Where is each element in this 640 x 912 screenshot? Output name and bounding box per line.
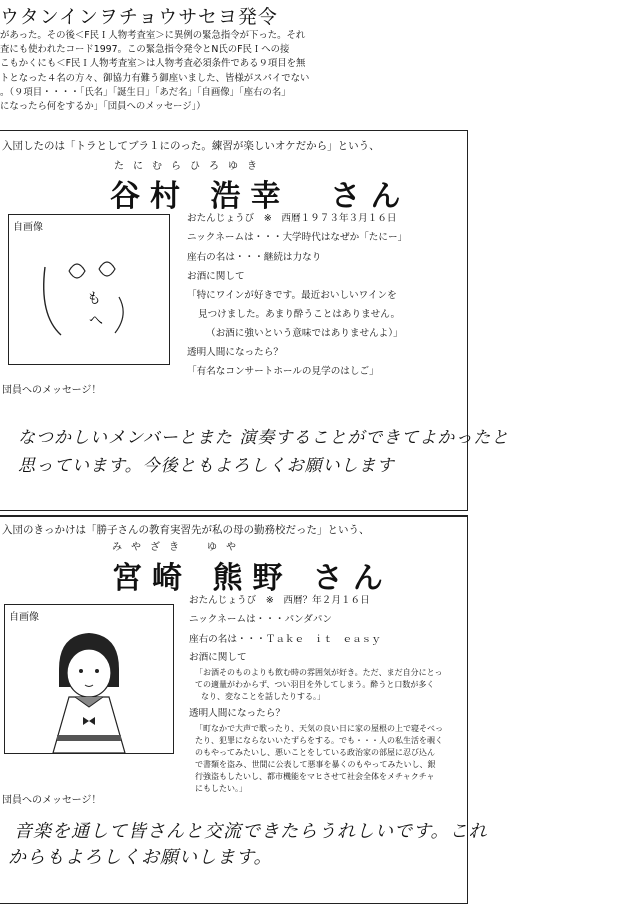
page-title: ウタンインヲチョウサセヨ発令 (0, 6, 278, 28)
member-name: 谷村 浩幸 さん (110, 179, 411, 214)
handwritten-message-line: 思っています。今後ともよろしくお願いします (18, 456, 395, 476)
birthday: おたんじょうび ※ 西暦１９７３年３月１６日 (187, 213, 397, 224)
name-furigana: みやざき ゆや (112, 542, 245, 553)
profile-lead: 入団したのは「トラとしてブラ１にのった。練習が楽しいオケだから」という、 (2, 140, 380, 152)
self-portrait-drawing (9, 215, 169, 364)
intro-line: こもかくにも＜F民Ｉ人物考査室＞は人物考査必須条件である９項目を無 (0, 58, 306, 70)
invisible-answer-line: たり、犯罪にならないいたずらをする。でも・・・人の私生活を覗く (195, 736, 443, 745)
nickname: ニックネームは・・・パンダパン (189, 614, 332, 625)
sake-answer-line: なり、変なことを話したりする。」 (201, 692, 325, 701)
name-furigana: たにむらひろゆき (114, 161, 266, 172)
nickname: ニックネームは・・・大学時代はなぜか「たにー」 (187, 232, 408, 243)
profile-card-miyazaki (0, 515, 488, 904)
profile-card-tanimura (0, 130, 510, 511)
invisible-answer-line: 「町なかで大声で歌ったり、天気の良い日に家の屋根の上で寝そべっ (195, 724, 443, 733)
message-label: 団員へのメッセージ！ (2, 385, 102, 396)
member-name: 宮崎 熊野 さん (112, 561, 393, 596)
invisible-answer-line: 行強盗もしたいし、都市機能をマヒさせて社会全体をメチャクチャ (195, 772, 435, 781)
invisible-label: 透明人間になったら？ (187, 347, 283, 358)
invisible-label: 透明人間になったら？ (189, 708, 285, 719)
motto: 座右の名は・・・継続は力なり (187, 252, 322, 263)
intro-text (0, 29, 395, 114)
portrait-label: 自画像 (9, 612, 39, 623)
svg-text:も: も (87, 291, 101, 307)
sake-answer-line: （お酒に強いという意味ではありませんよ）」 (206, 328, 403, 339)
sake-label: お酒に関して (187, 271, 245, 282)
sake-answer-line: 「お酒そのものよりも飲む時の雰囲気が好き。ただ、まだ自分にとっ (195, 668, 443, 677)
sake-answer-line: 「特にワインが好きです。最近おいしいワインを (187, 290, 397, 301)
invisible-answer-line: で書類を盗み、世間に公表して悪事を暴くのもやってみたいし、銀 (195, 760, 436, 769)
sake-answer-line: ての適量がわからず、つい羽目を外してしまう。酔うと口数が多く (195, 680, 435, 689)
invisible-answer-line: にもしたい。」 (195, 784, 247, 793)
message-label: 団員へのメッセージ！ (2, 795, 102, 806)
profile-lead: 入団のきっかけは「勝子さんの教育実習先が私の母の勤務校だった」という、 (2, 524, 370, 536)
self-portrait-frame (4, 604, 174, 754)
handwritten-message-line: なつかしいメンバーとまた 演奏することができてよかったと (18, 428, 510, 448)
svg-text:へ: へ (89, 313, 103, 329)
intro-line: になったら何をするか」「団員へのメッセージ」） (0, 101, 206, 113)
birthday: おたんじょうび ※ 西暦？年２月１６日 (189, 595, 370, 606)
portrait-label: 自画像 (13, 222, 43, 233)
motto: 座右の名は・・・Ｔａｋｅ ｉｔ ｅａｓｙ (189, 634, 381, 645)
sake-answer-line: 見つけました。あまり酔うことはありません。 (198, 309, 401, 320)
intro-line: があった。その後＜F民Ｉ人物考査室＞に異例の緊急指令が下った。それ (0, 30, 306, 41)
invisible-answer-line: のもやってみたいし、悪いことをしている政治家の部屋に忍び込ん (195, 748, 435, 757)
handwritten-message-line: からもよろしくお願いします。 (8, 847, 273, 868)
handwritten-message-line: 音楽を通して皆さんと交流できたらうれしいです。これ (14, 821, 488, 842)
self-portrait-frame (8, 214, 170, 365)
self-portrait-drawing (5, 605, 173, 753)
intro-line: 。（９項目・・・・「氏名」「誕生日」「あだ名」「自画像」「座右の名」 (0, 86, 291, 98)
sake-label: お酒に関して (189, 652, 247, 663)
intro-line: トとなった４名の方々、御協力有難う御座いました、皆様がスパイでない (0, 72, 310, 84)
invisible-answer: 「有名なコンサートホールの見学のはしご」 (187, 366, 379, 377)
intro-line: 査にも使われたコード1997。この緊急指令発令とN氏のF民Ｉへの接 (0, 44, 290, 56)
